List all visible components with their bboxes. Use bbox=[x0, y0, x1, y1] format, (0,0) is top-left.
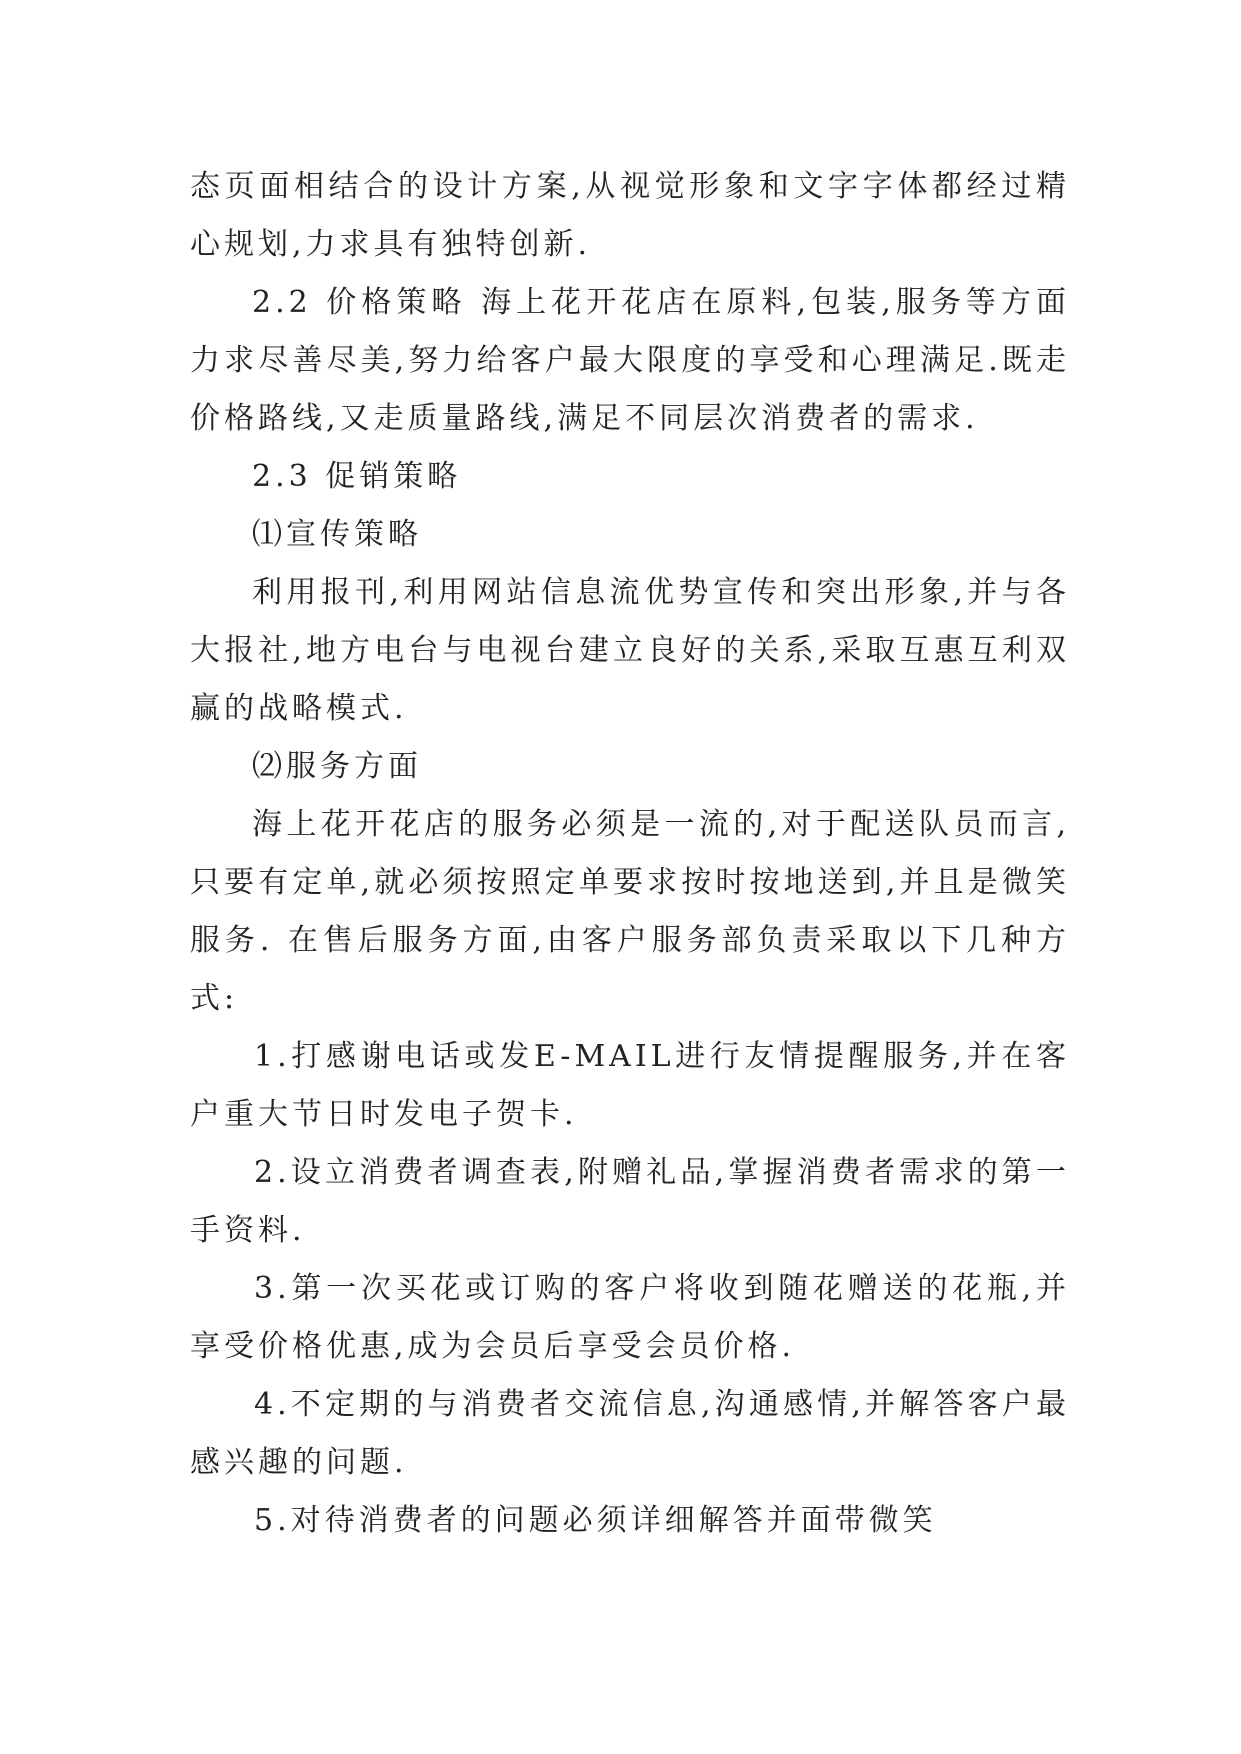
paragraph-design-continuation: 态页面相结合的设计方案,从视觉形象和文字字体都经过精心规划,力求具有独特创新. bbox=[190, 169, 1070, 262]
paragraph-price-strategy: 2.2 价格策略 海上花开花店在原料,包装,服务等方面力求尽善尽美,努力给客户最大限度的享受和心理满足.既走价格路线,又走质量路线,满足不同层次消费者的需求. bbox=[190, 285, 1070, 436]
document-body bbox=[190, 158, 1070, 1550]
list-item-1: 1.打感谢电话或发E-MAIL进行友情提醒服务,并在客户重大节日时发电子贺卡. bbox=[190, 1039, 1070, 1132]
heading-publicity-strategy: ⑴宣传策略 bbox=[252, 517, 422, 552]
list-item-5: 5.对待消费者的问题必须详细解答并面带微笑 bbox=[254, 1503, 937, 1538]
list-item-2: 2.设立消费者调查表,附赠礼品,掌握消费者需求的第一手资料. bbox=[190, 1155, 1070, 1248]
heading-service: ⑵服务方面 bbox=[252, 749, 422, 784]
list-item-3: 3.第一次买花或订购的客户将收到随花赠送的花瓶,并享受价格优惠,成为会员后享受会员价格. bbox=[190, 1271, 1070, 1364]
heading-promotion-strategy: 2.3 促销策略 bbox=[252, 459, 462, 494]
paragraph-service: 海上花开花店的服务必须是一流的,对于配送队员而言,只要有定单,就必须按照定单要求按时按地送到,并且是微笑服务. 在售后服务方面,由客户服务部负责采取以下几种方式: bbox=[190, 807, 1070, 1016]
paragraph-publicity: 利用报刊,利用网站信息流优势宣传和突出形象,并与各大报社,地方电台与电视台建立良好的关系,采取互惠互利双赢的战略模式. bbox=[190, 575, 1070, 726]
list-item-4: 4.不定期的与消费者交流信息,沟通感情,并解答客户最感兴趣的问题. bbox=[190, 1387, 1070, 1480]
